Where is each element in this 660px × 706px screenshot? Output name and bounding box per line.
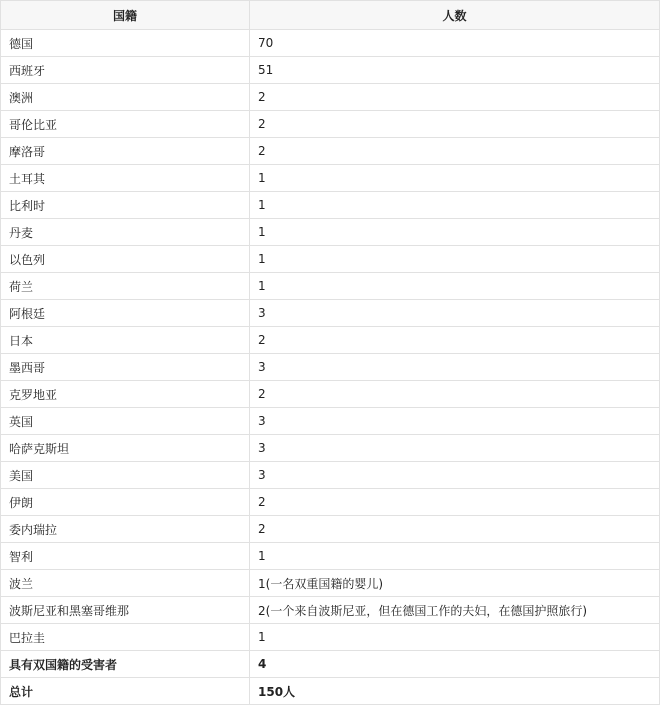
nationality-cell: 美国	[1, 462, 250, 489]
count-cell: 2(一个来自波斯尼亚，但在德国工作的夫妇，在德国护照旅行)	[250, 597, 660, 624]
count-cell: 2	[250, 111, 660, 138]
nationality-cell: 丹麦	[1, 219, 250, 246]
table-row	[1, 327, 660, 354]
count-cell: 4	[250, 651, 660, 678]
nationality-cell: 西班牙	[1, 57, 250, 84]
table-row	[1, 84, 660, 111]
count-cell: 3	[250, 462, 660, 489]
nationality-cell: 德国	[1, 30, 250, 57]
count-cell: 1	[250, 273, 660, 300]
table-body	[1, 30, 660, 705]
header-count: 人数	[250, 1, 660, 30]
count-cell: 2	[250, 327, 660, 354]
table-row	[1, 354, 660, 381]
nationality-cell: 哥伦比亚	[1, 111, 250, 138]
count-cell: 3	[250, 300, 660, 327]
table-row	[1, 462, 660, 489]
nationality-cell: 伊朗	[1, 489, 250, 516]
table-row	[1, 624, 660, 651]
table-row	[1, 165, 660, 192]
count-cell: 2	[250, 381, 660, 408]
table-row	[1, 246, 660, 273]
count-cell: 1(一名双重国籍的婴儿)	[250, 570, 660, 597]
count-cell: 1	[250, 543, 660, 570]
table-row	[1, 273, 660, 300]
nationality-cell: 克罗地亚	[1, 381, 250, 408]
count-cell: 51	[250, 57, 660, 84]
count-cell: 2	[250, 489, 660, 516]
nationality-cell: 巴拉圭	[1, 624, 250, 651]
nationality-cell: 具有双国籍的受害者	[1, 651, 250, 678]
table-row	[1, 435, 660, 462]
nationality-cell: 比利时	[1, 192, 250, 219]
nationality-cell: 英国	[1, 408, 250, 435]
nationality-cell: 哈萨克斯坦	[1, 435, 250, 462]
nationality-cell: 委内瑞拉	[1, 516, 250, 543]
table-row	[1, 678, 660, 705]
count-cell: 3	[250, 354, 660, 381]
table-row	[1, 300, 660, 327]
nationality-cell: 阿根廷	[1, 300, 250, 327]
table-row	[1, 489, 660, 516]
table-row	[1, 381, 660, 408]
table-row	[1, 543, 660, 570]
count-cell: 1	[250, 246, 660, 273]
table-row	[1, 192, 660, 219]
table-row	[1, 516, 660, 543]
table-row	[1, 570, 660, 597]
nationality-cell: 智利	[1, 543, 250, 570]
count-cell: 3	[250, 408, 660, 435]
nationality-cell: 墨西哥	[1, 354, 250, 381]
nationality-cell: 土耳其	[1, 165, 250, 192]
count-cell: 1	[250, 624, 660, 651]
count-cell: 1	[250, 165, 660, 192]
nationality-cell: 波斯尼亚和黑塞哥维那	[1, 597, 250, 624]
count-cell: 150人	[250, 678, 660, 705]
count-cell: 70	[250, 30, 660, 57]
count-cell: 2	[250, 84, 660, 111]
table-row	[1, 408, 660, 435]
count-cell: 2	[250, 138, 660, 165]
table-row	[1, 111, 660, 138]
table-row	[1, 30, 660, 57]
table-row	[1, 597, 660, 624]
count-cell: 1	[250, 192, 660, 219]
count-cell: 1	[250, 219, 660, 246]
count-cell: 3	[250, 435, 660, 462]
nationality-cell: 荷兰	[1, 273, 250, 300]
table-row	[1, 651, 660, 678]
table-header-row	[1, 1, 660, 30]
header-nationality: 国籍	[1, 1, 250, 30]
nationality-cell: 以色列	[1, 246, 250, 273]
nationality-cell: 波兰	[1, 570, 250, 597]
table-row	[1, 57, 660, 84]
table-row	[1, 219, 660, 246]
nationality-cell: 澳洲	[1, 84, 250, 111]
nationality-cell: 日本	[1, 327, 250, 354]
count-cell: 2	[250, 516, 660, 543]
nationality-cell: 总计	[1, 678, 250, 705]
nationality-cell: 摩洛哥	[1, 138, 250, 165]
table-row	[1, 138, 660, 165]
